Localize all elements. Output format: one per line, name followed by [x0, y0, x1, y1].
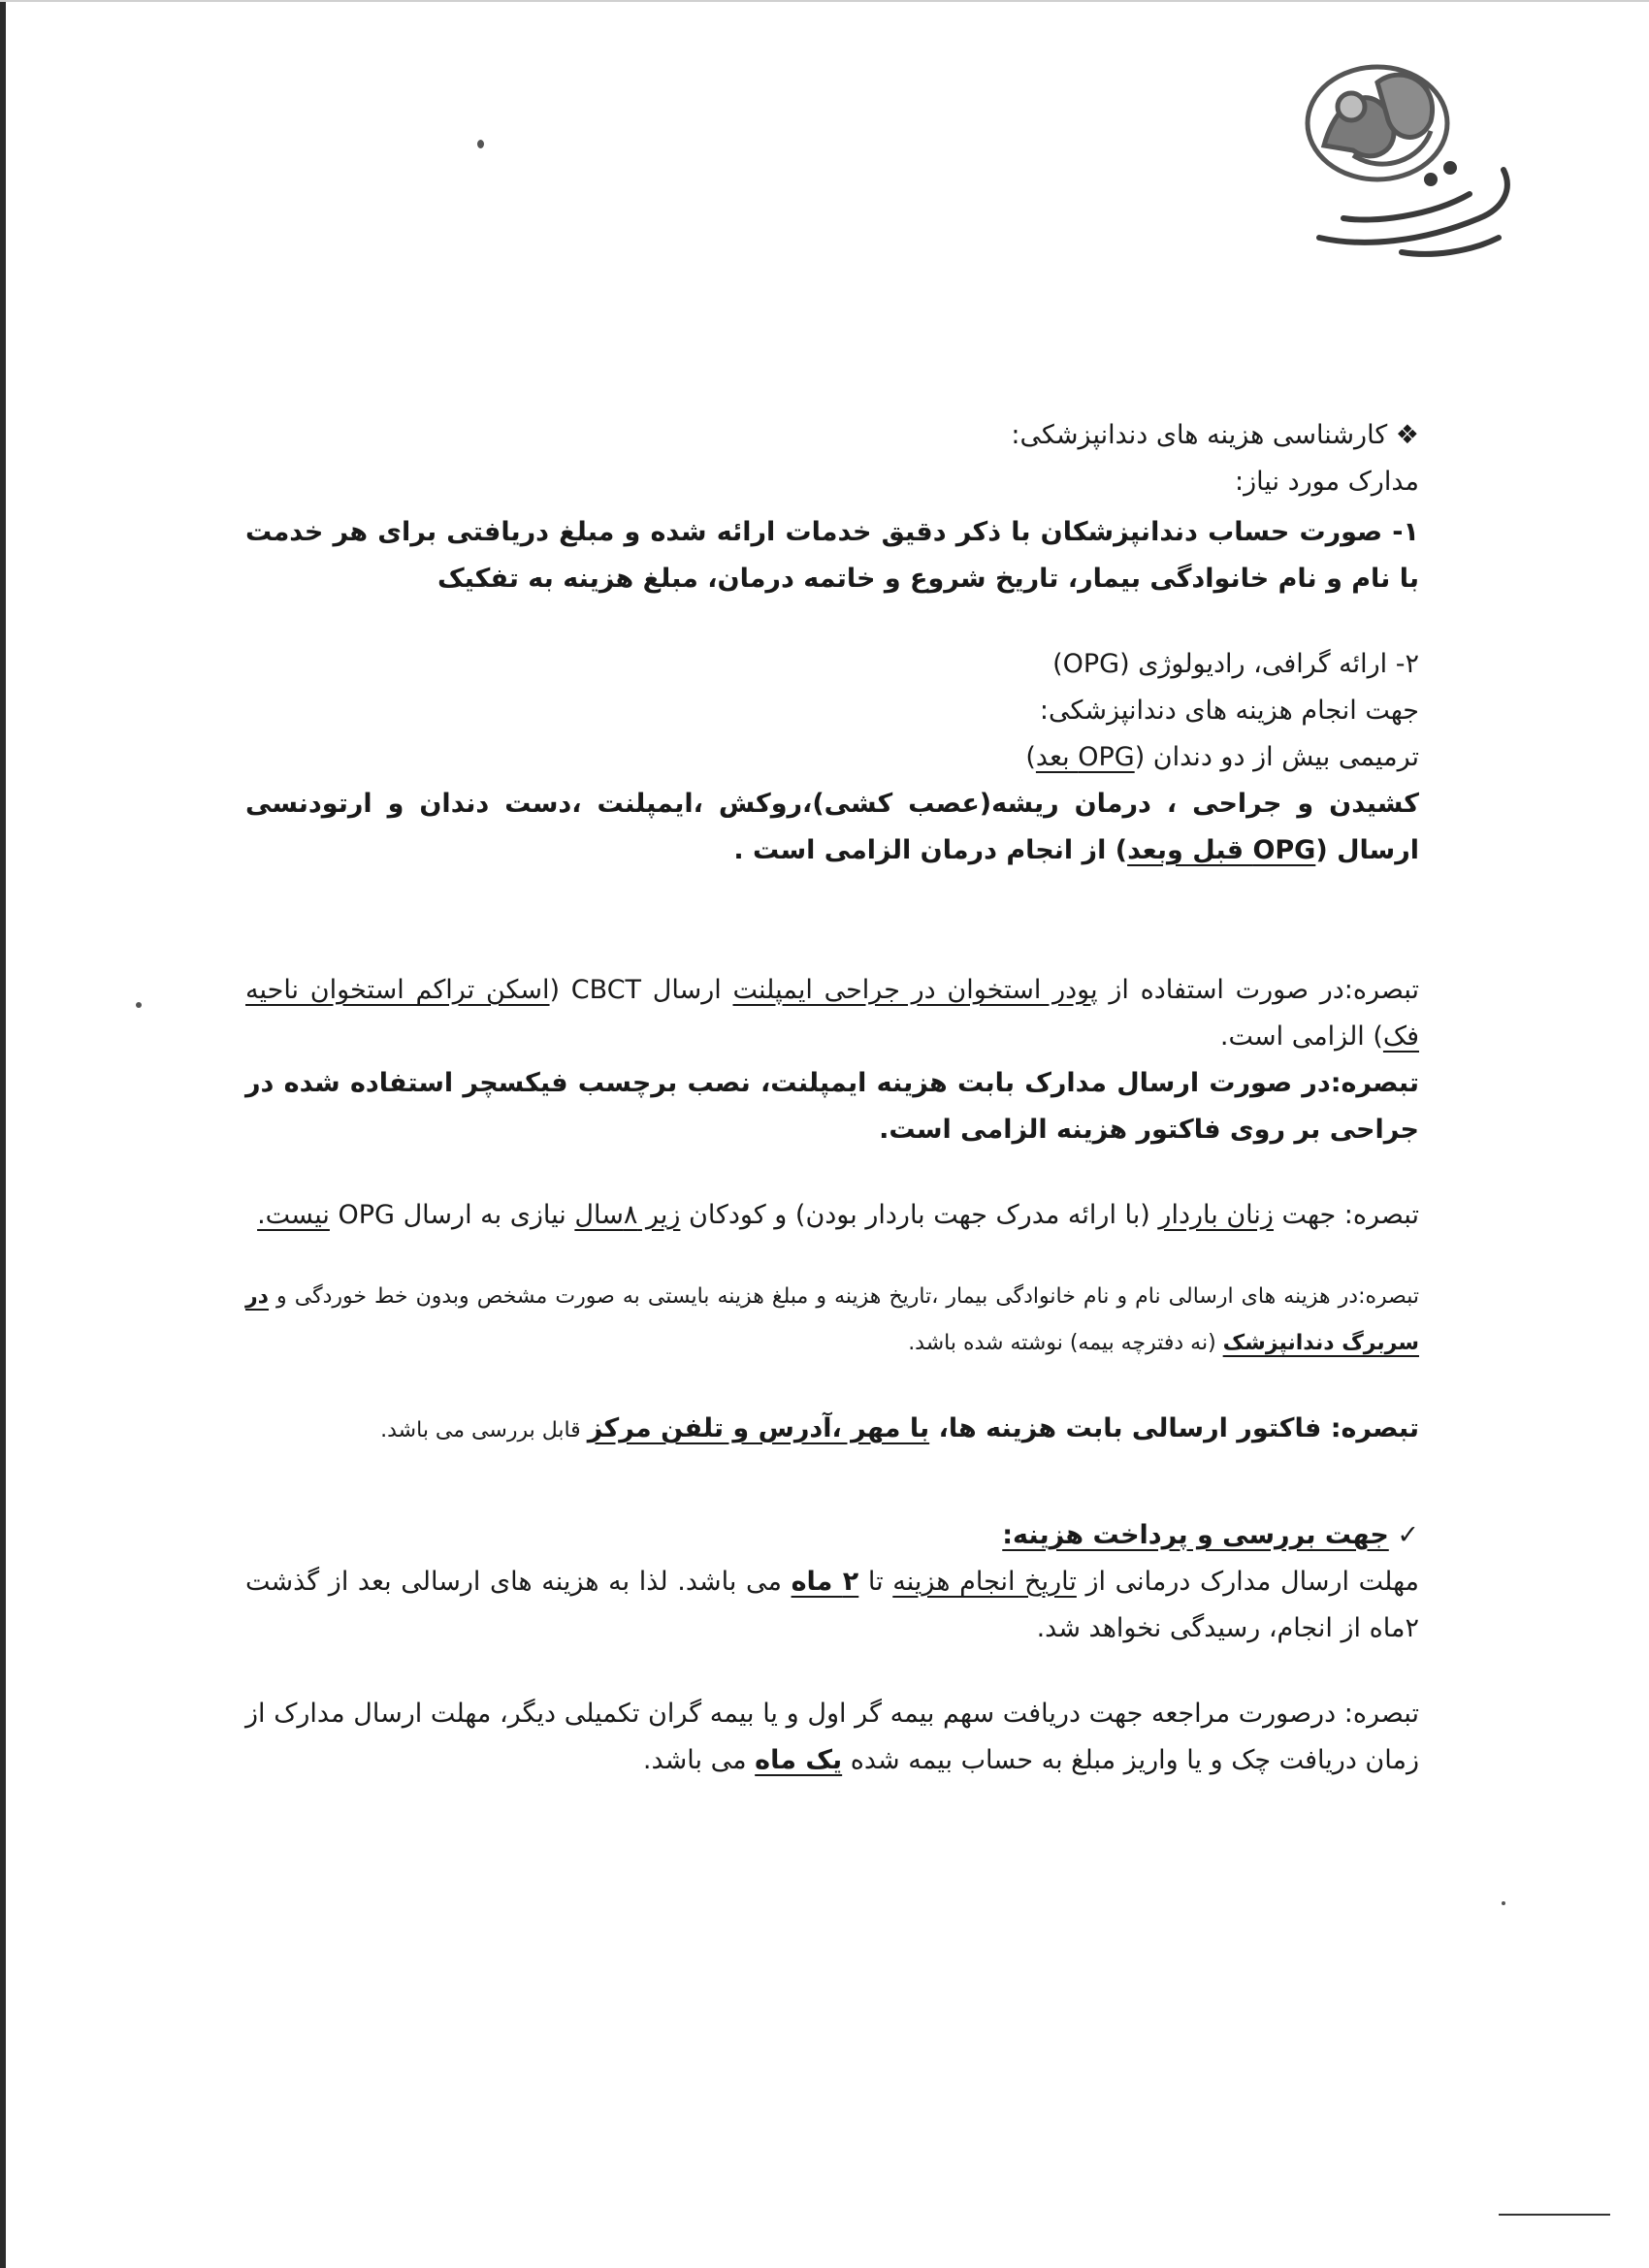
- note-underlined: در سربرگ دندانپزشک: [245, 1284, 1419, 1355]
- scan-speck: [136, 1002, 142, 1008]
- note-underlined: زنان باردار: [1158, 1200, 1274, 1230]
- note-underlined: زیر ۸سال: [574, 1200, 681, 1230]
- check-icon: ✓: [1397, 1520, 1419, 1550]
- payment-secondary-insurer: تبصره: درصورت مراجعه جهت دریافت سهم بیمه گر اول و یا بیمه گران تکمیلی دیگر، مهلت ارسال مدارک از زمان دریافت چک و یا واریز مبلغ به حساب بیمه شده یک ماه می باشد.: [245, 1699, 1419, 1775]
- opg-before-after-underlined: OPG قبل وبعد: [1127, 835, 1316, 865]
- section-title: کارشناسی هزینه های دندانپزشکی:: [1011, 420, 1388, 450]
- company-logo: [1285, 53, 1537, 276]
- opg-after-underlined: OPG بعد: [1035, 742, 1135, 772]
- document-body: [245, 412, 1419, 1784]
- note-letterhead: تبصره:در هزینه های ارسالی نام و نام خانوادگی بیمار ،تاریخ هزینه و مبلغ هزینه بایستی به صورت مشخص وبدون خط خوردگی و در سربرگ دندانپزشک (نه دفترچه بیمه) نوشته شده باشد.: [245, 1284, 1419, 1355]
- scan-speck: [477, 140, 484, 148]
- scan-edge: [0, 0, 6, 2268]
- section-heading: [245, 412, 1419, 459]
- scan-speck: [1502, 1901, 1505, 1905]
- logo-script-icon: [1319, 164, 1507, 254]
- requirement-item-2-title: ۲- ارائه گرافی، رادیولوژی (OPG): [1052, 649, 1419, 679]
- note-pregnant-children: تبصره: جهت زنان باردار (با ارائه مدرک جهت باردار بودن) و کودکان زیر ۸سال نیازی به ارسال OPG نیست.: [257, 1200, 1419, 1230]
- requirement-item-2-subtitle: جهت انجام هزینه های دندانپزشکی:: [1039, 696, 1419, 726]
- note-underlined: نیست.: [257, 1200, 330, 1230]
- restorative-line: ترمیمی بیش از دو دندان (OPG بعد): [1025, 742, 1419, 772]
- note-underlined: با مهر ،آدرس و تلفن مرکز: [587, 1413, 930, 1443]
- procedures-line: کشیدن و جراحی ، درمان ریشه(عصب کشی)،روکش ،ایمپلنت ،دست دندان و ارتودنسی ارسال (OPG قبل وبعد) از انجام درمان الزامی است .: [245, 789, 1419, 865]
- payment-deadline: مهلت ارسال مدارک درمانی از تاریخ انجام هزینه تا ۲ ماه می باشد. لذا به هزینه های ارسالی بعد از گذشت ۲ماه از انجام، رسیدگی نخواهد شد.: [245, 1567, 1419, 1643]
- note-underlined: ۲ ماه: [791, 1567, 859, 1597]
- note-underlined: پودر استخوان در جراحی ایمپلنت: [732, 975, 1098, 1005]
- payment-title: جهت بررسی و پرداخت هزینه:: [1002, 1520, 1389, 1550]
- logo-mark-icon: [1308, 67, 1447, 179]
- requirement-item-1: ۱- صورت حساب دندانپزشکان با ذکر دقیق خدمات ارائه شده و مبلغ دریافتی برای هر خدمت با نام و نام خانوادگی بیمار، تاریخ شروع و خاتمه درمان، مبلغ هزینه به تفکیک: [245, 517, 1419, 594]
- note-fixture-label: تبصره:در صورت ارسال مدارک بابت هزینه ایمپلنت، نصب برچسب فیکسچر استفاده شده در جراحی بر روی فاکتور هزینه الزامی است.: [245, 1068, 1419, 1145]
- note-bone-powder: تبصره:در صورت استفاده از پودر استخوان در جراحی ایمپلنت ارسال CBCT (اسکن تراکم استخوان ناحیه فک) الزامی است.: [245, 975, 1419, 1052]
- scan-edge-top: [0, 0, 1649, 2]
- required-docs-label: مدارک مورد نیاز:: [1234, 467, 1419, 497]
- bullet-icon: ❖: [1395, 420, 1419, 450]
- note-underlined: اسکن تراکم استخوان ناحیه فک: [245, 975, 1419, 1052]
- note-underlined: تاریخ انجام هزینه: [892, 1567, 1077, 1597]
- payment-heading: [245, 1512, 1419, 1559]
- footer-rule: [1499, 2214, 1610, 2216]
- note-underlined: یک ماه: [755, 1745, 843, 1775]
- note-invoice-stamp: تبصره: فاکتور ارسالی بابت هزینه ها، با مهر ،آدرس و تلفن مرکز قابل بررسی می باشد.: [380, 1413, 1419, 1443]
